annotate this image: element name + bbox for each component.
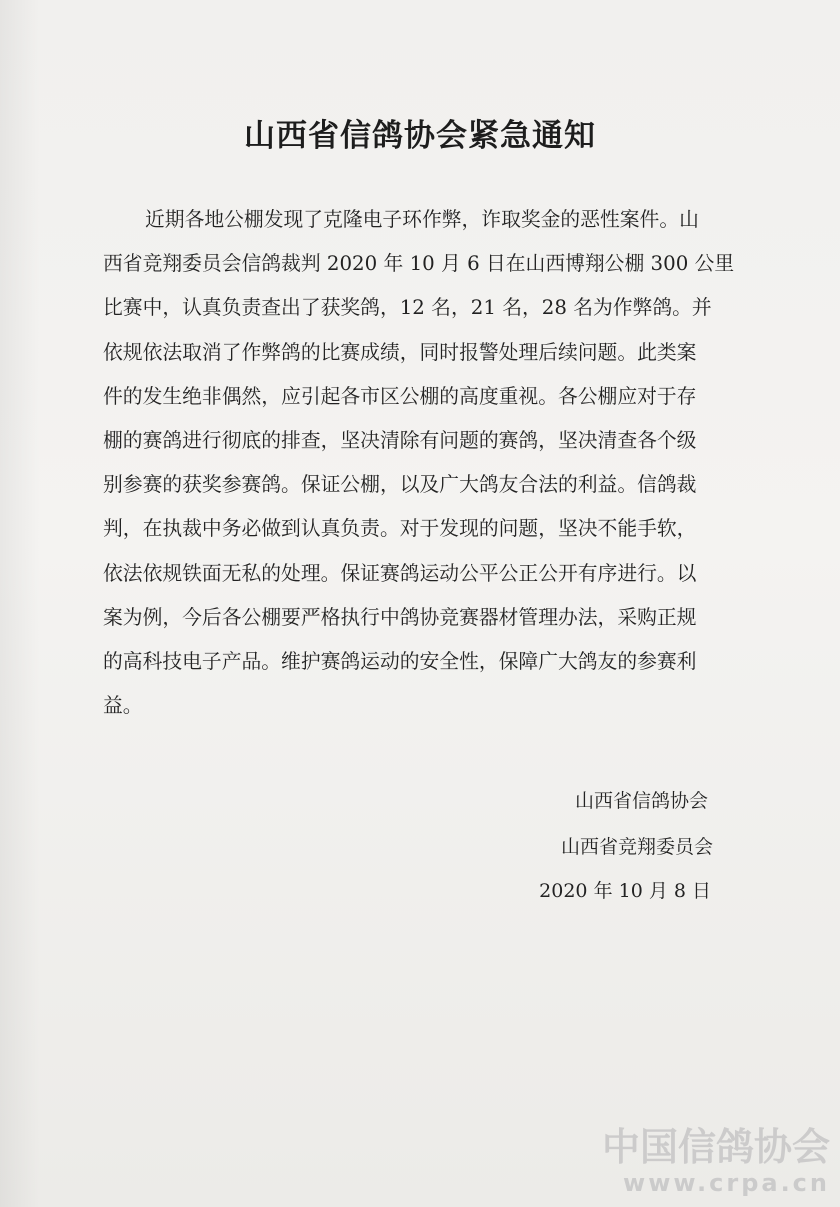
watermark xyxy=(602,1127,830,1199)
body-line: 案为例，今后各公棚要严格执行中鸽协竞赛器材管理办法，采购正规 xyxy=(103,605,697,629)
watermark-url: www.crpa.cn xyxy=(623,1169,830,1197)
signature-date: 2020 年 10 月 8 日 xyxy=(539,880,711,902)
paper-shadow xyxy=(0,0,40,1207)
signature-committee: 山西省竞翔委员会 xyxy=(560,836,713,858)
body-line: 的高科技电子产品。维护赛鸽运动的安全性，保障广大鸽友的参赛利 xyxy=(103,650,697,674)
signature-organization: 山西省信鸽协会 xyxy=(574,790,708,812)
body-line: 别参赛的获奖参赛鸽。保证公棚，以及广大鸽友合法的利益。信鸽裁 xyxy=(103,473,697,497)
body-line: 近期各地公棚发现了克隆电子环作弊，诈取奖金的恶性案件。山 xyxy=(145,208,699,231)
body-line: 西省竞翔委员会信鸽裁判 2020 年 10 月 6 日在山西博翔公棚 300 公里 xyxy=(103,252,735,276)
body-line: 判，在执裁中务必做到认真负责。对于发现的问题，坚决不能手软， xyxy=(103,517,697,541)
notice-title: 山西省信鸽协会紧急通知 xyxy=(244,118,596,154)
body-line: 比赛中，认真负责查出了获奖鸽，12 名，21 名，28 名为作弊鸽。并 xyxy=(103,296,712,320)
body-line: 棚的赛鸽进行彻底的排查，坚决清除有问题的赛鸽，坚决清查各个级 xyxy=(103,429,697,453)
notice-body xyxy=(103,198,735,728)
body-line: 依规依法取消了作弊鸽的比赛成绩，同时报警处理后续问题。此类案 xyxy=(103,340,697,364)
body-line: 益。 xyxy=(103,694,143,718)
body-line: 依法依规铁面无私的处理。保证赛鸽运动公平公正公开有序进行。以 xyxy=(103,561,697,585)
watermark-name: 中国信鸽协会 xyxy=(601,1125,830,1169)
body-line: 件的发生绝非偶然，应引起各市区公棚的高度重视。各公棚应对于存 xyxy=(103,384,697,408)
